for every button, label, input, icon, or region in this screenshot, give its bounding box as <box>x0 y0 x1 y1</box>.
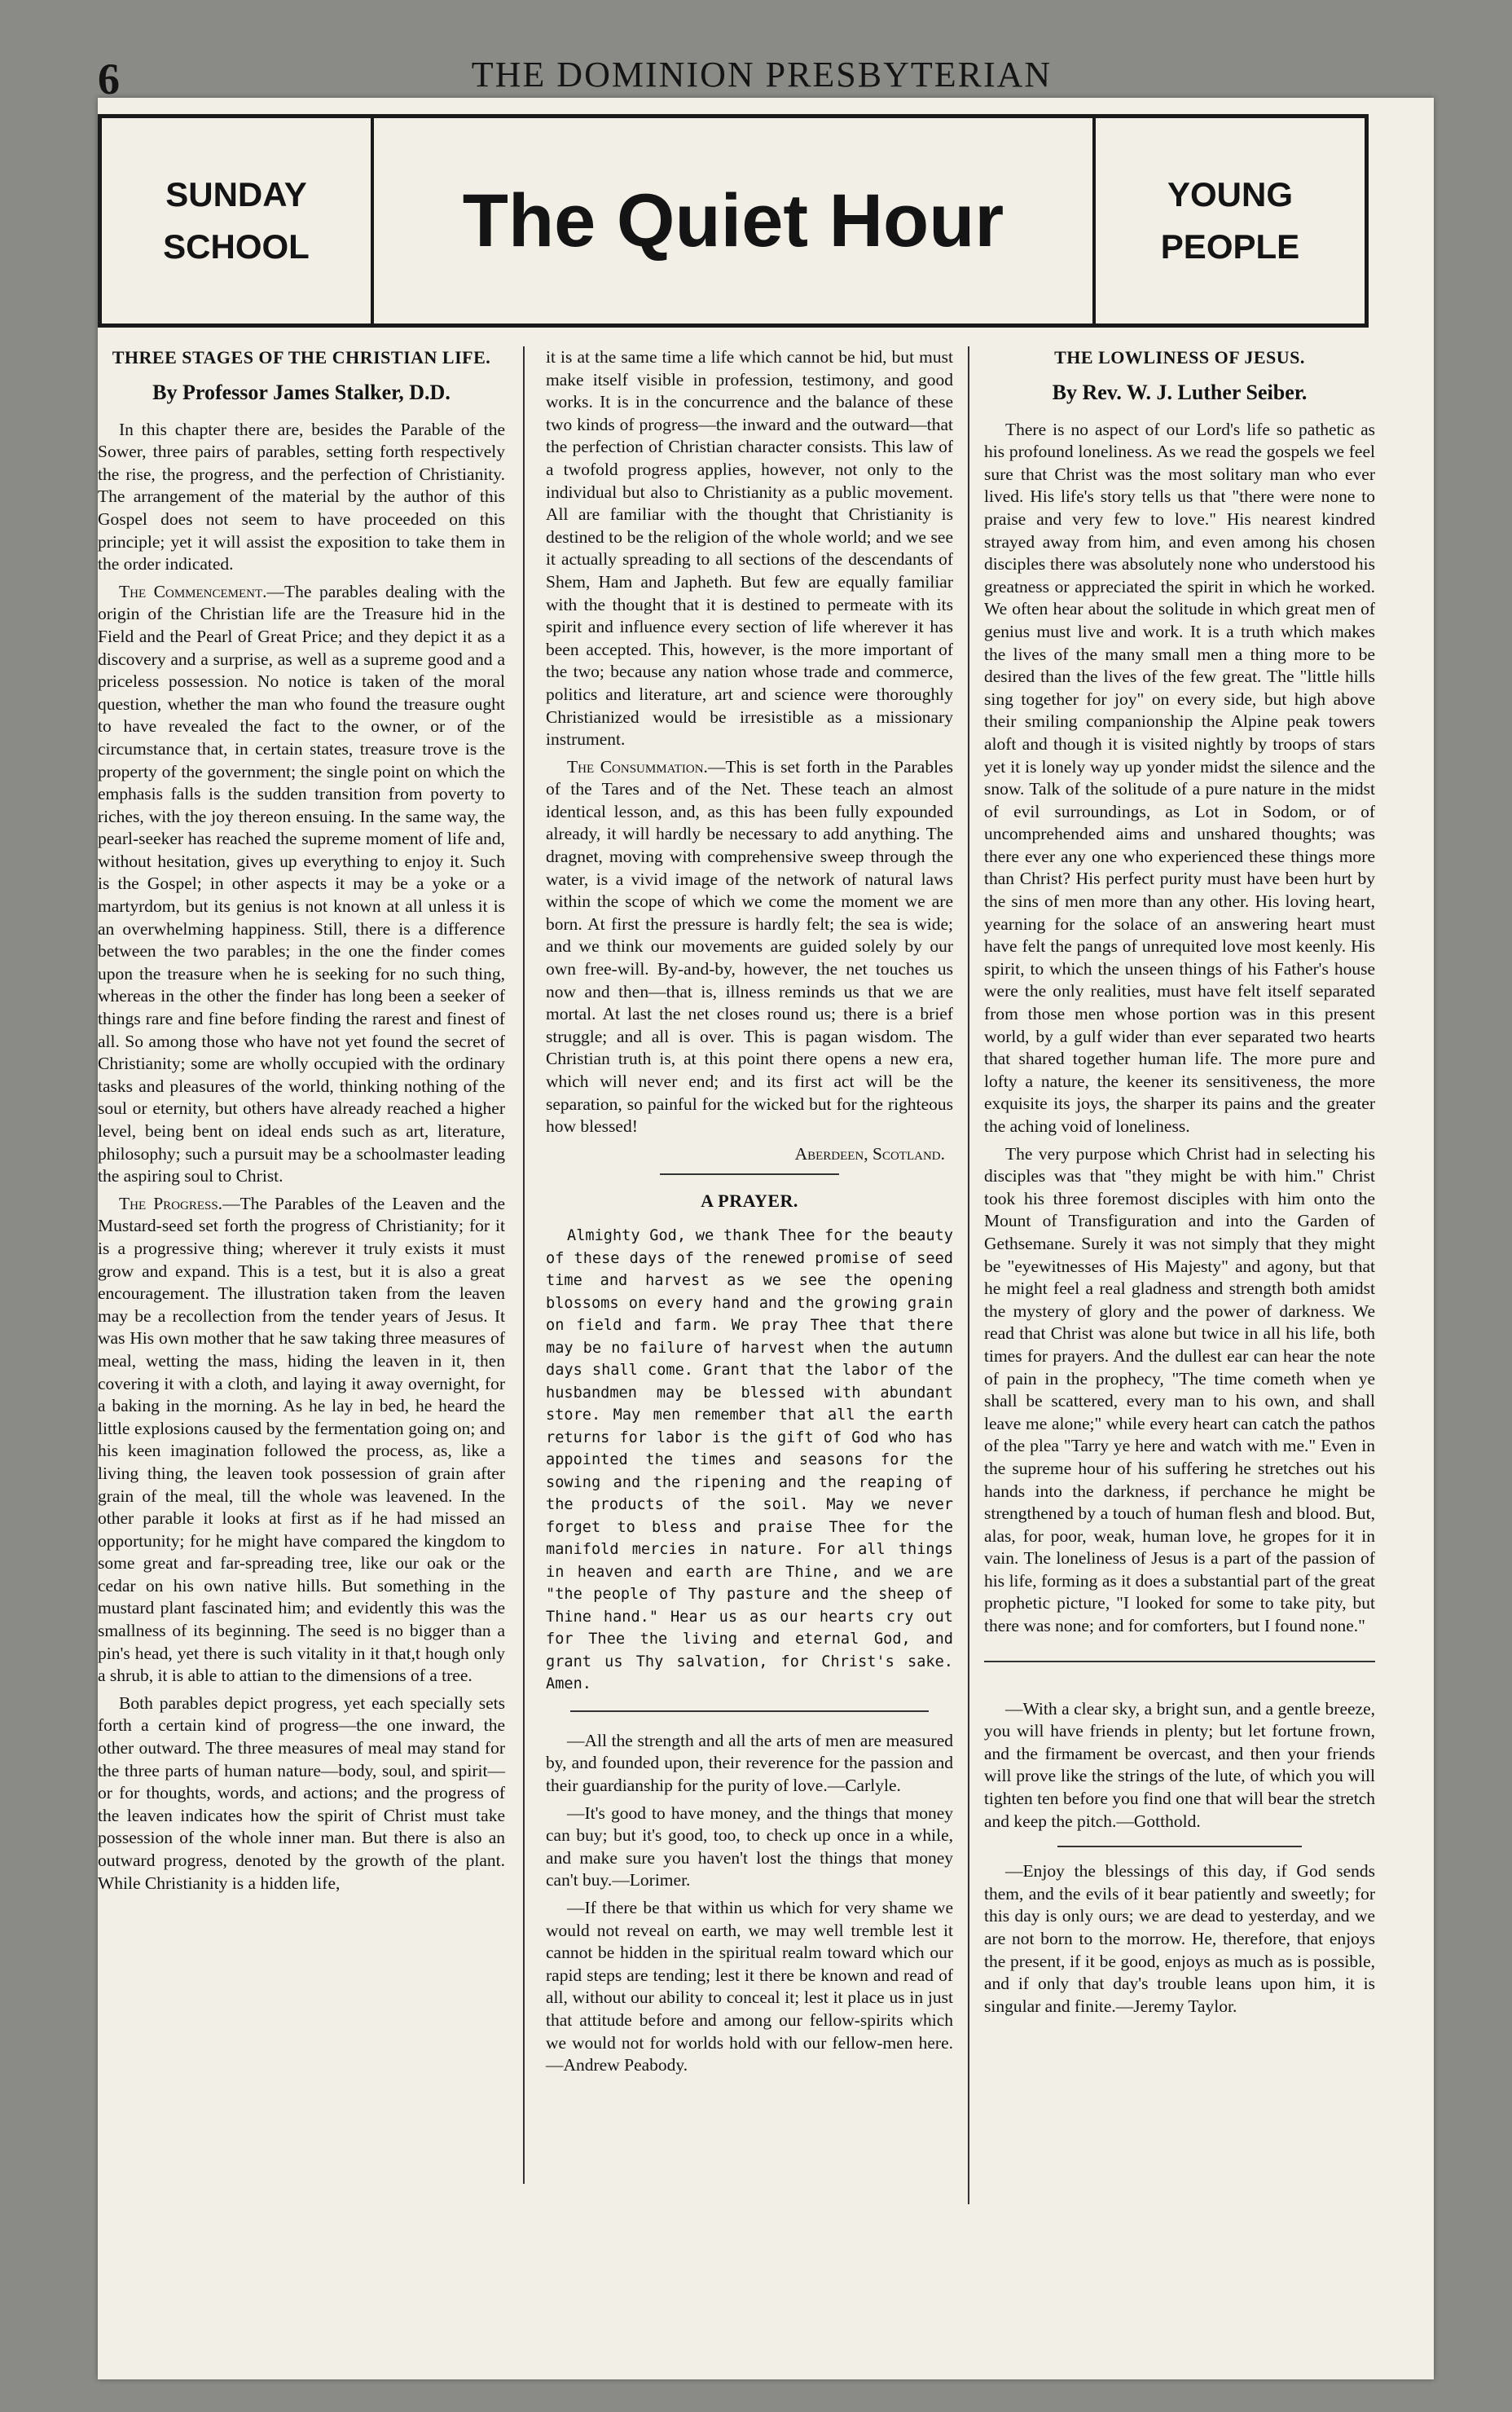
paragraph: it is at the same time a life which cannot be hid, but must make itself visible in profession, testimony, and good works. It is in the concurrence and the balance of these two kinds of progress—the inward and the outward—that the perfection of Christian character consists. This law of a twofold progress applies, however, not only to the individual but also to Christianity as a public movement. All are familiar with the thought that Christianity is destined to be the religion of the whole world; and we see it actually spreading to all sections of the descendants of Shem, Ham and Japheth. But few are equally familiar with the thought that it is destined to permeate with its spirit and influence every section of life wherever it has been accepted. This, however, is the more important of the two; because any nation whose trade and commerce, politics and literature, art and science were thoroughly Christianized would be irresistible as a missionary instrument. <box>546 347 953 750</box>
quote: —If there be that within us which for very shame we would not reveal on earth, we may well tremble lest it cannot be hidden in the spiritual realm toward which our rapid steps are tending; lest it there be known and read of all, without our ability to conceal it; lest it place us in just that attitude before and among our fellow-spirits which we would not for worlds hold with our fellow-men here.—Andrew Peabody. <box>546 1898 953 2075</box>
prayer <box>546 1225 953 1696</box>
paragraph-text: —The parables dealing with the origin of the Christian life are the Treasure hid in the Field and the Pearl of Great Price; and they depict it as a discovery and a surprise, as well as a supreme good and a priceless possession. No notice is taken of the moral question, whether the man who found the treasure ought to have revealed the fact to the owner, or of the circumstance that, in certain states, treasure trove is the property of the government; the single point on which the emphasis falls is the sudden transition from poverty to riches, with the joy thereon ensuing. In the same way, the pearl-seeker has reached the supreme moment of life and, without hesitation, gives up everything to enjoy it. Such is the Gospel; in other aspects it may be a yoke or a martyrdom, but its genius is not known at all unless it is an overwhelming happiness. Still, there is a difference between the two parables; in the one the finder comes upon the treasure when he is seeking for no such thing, whereas in the other the finder has long been a seeker of things rare and fine before finding the rarest and finest of all. So among those who have not yet found the secret of Christianity; some are wholly occupied with the ordinary tasks and pleasures of the world, thinking nothing of the soul or eternity, but others have already reached a higher level, being bent on ideal ends such as art, literature, philosophy; such a pursuit may be a schoolmaster leading the aspiring soul to Christ. <box>98 581 505 1186</box>
article-signature: Aberdeen, Scotland. <box>794 1143 945 1164</box>
quotes-box <box>984 1661 1375 2018</box>
paragraph: In this chapter there are, besides the Parable of the Sower, three pairs of parables, setting forth respectively the rise, the progress, and the perfection of Christianity. The arrangement of the material by the author of this Gospel does not seem to have proceeded on this principle; yet it will assist the exposition to take them in the order indicated. <box>98 419 505 574</box>
paragraph: Both parables depict progress, yet each specially sets forth a certain kind of progress—the one inward, the other outward. The three measures of meal may stand for the three parts of human nature—body, soul, and spirit—or for thoughts, words, and actions; and the progress of the leaven indicates how the spirit of Christ must take possession of the whole inner man. But there is also an outward progress, denoted by the growth of the plant. While Christianity is a hidden life, <box>98 1692 505 1893</box>
paragraph <box>98 1193 505 1688</box>
article-title: THE LOWLINESS OF JESUS. <box>1054 347 1305 368</box>
paragraph-text: —This is set forth in the Parables of the Tares and of the Net. These teach an almost identical lesson, and, as this has been fully expounded already, it will hardly be necessary to add anything. The dragnet, moving with comprehensive sweep through the water, is a vivid image of the network of natural laws within the scope of which we come the moment we are born. At first the pressure is hardly felt; the sea is wide; and we think our movements are guided solely by our own free-will. By-and-by, however, the net touches us now and then—that is, illness reminds us that we are mortal. At last the net closes round us; there is a brief struggle; and all is over. This is pagan wisdom. The Christian truth is, at this point there opens a new era, which will never end; and its first act will be the separation, so painful for the wicked but for the righteous how blessed! <box>546 756 953 1137</box>
column-2 <box>546 346 953 2082</box>
quote: —With a clear sky, a bright sun, and a gentle breeze, you will have friends in plenty; but let fortune frown, and the firmament be overcast, and then your friends will prove like the strings of the lute, of which you will tighten ten before you find one that will bear the stretch and keep the pitch.—Gotthold. <box>984 1698 1375 1831</box>
section-head: The Progress. <box>119 1193 223 1213</box>
running-head <box>98 54 1369 111</box>
banner-right-line1: YOUNG <box>1167 175 1293 213</box>
journal-title: THE DOMINION PRESBYTERIAN <box>471 55 1053 95</box>
divider <box>570 1710 929 1712</box>
column-3 <box>984 346 1375 2022</box>
banner-left-line1: SUNDAY <box>165 175 307 213</box>
quote: —All the strength and all the arts of men are measured by, and founded upon, their reverence for the passion and their guardianship for the purity of love.—Carlyle. <box>546 1730 953 1796</box>
banner-sunday-school <box>102 118 374 324</box>
section-head: The Commencement. <box>119 581 267 601</box>
banner-title: The Quiet Hour <box>462 178 1004 262</box>
section-head: The Consummation. <box>567 756 708 777</box>
quote: —It's good to have money, and the things that money can buy; but it's good, too, to check up once in a while, and make sure you haven't lost the things that money can't buy.—Lorimer. <box>546 1802 953 1890</box>
paragraph <box>546 756 953 1138</box>
prayer-title: A PRAYER. <box>701 1191 798 1212</box>
paragraph: The very purpose which Christ had in selecting his disciples was that "they might be with him." Christ took his three foremost disciples with him onto the Mount of Transfiguration and into the Garden of Gethsemane. Surely it was not simply that they might be "eyewitnesses of His Majesty" and agony, but that he might feel a real gladness and strength both amidst the mystery of glory and the power of darkness. We read that Christ was alone but twice in all his life, both times for prayers. And the dullest ear can hear the note of pain in the prophecy, "The time cometh when ye shall be scattered, every man to his own, and shall leave me alone;" while every heart can catch the pathos of the plea "Tarry ye here and watch with me." Even in the supreme hour of his suffering he stretches out his hands into the darkness, if perchance he might be strengthened by a touch of human flesh and blood. But, alas, for poor, weak, human love, he gropes for it in vain. The loneliness of Jesus is a part of the passion of his life, forming as it does a substantial part of the great prophetic picture, "I looked for some to take pity, but there was none; and for comforters, but I found none." <box>984 1143 1375 1636</box>
banner-young-people <box>1092 118 1365 324</box>
section-banner <box>98 114 1369 328</box>
column-1 <box>98 346 505 1899</box>
paragraph: There is no aspect of our Lord's life so pathetic as his profound loneliness. As we read the gospels we feel sure that Christ was the most solitary man who ever lived. His life's story tells us that "there were none to praise and very few to love." His nearest kindred strayed away from him, and even among his chosen disciples there was absolutely none who understood his greatness or appreciated the spirit in which he worked. We often hear about the solitude in which great men of genius must live and work. It is a truth which makes the lives of the many small men a thing more to be desired than the lives of the few great. The "little hills sing together for joy" on every side, but high above their smiling companionship the Alpine peak towers aloft and though it is visited nightly by troops of stars yet it is lonely way up yonder midst the silence and the snow. Talk of the solitude of a pure nature in the midst of evil surroundings, as Lot in Sodom, or of uncomprehended aims and unshared thoughts; was there ever any one who experienced these things more than Christ? His perfect purity must have been hurt by the sins of men more than any other. His loving heart, yearning for the solace of an answering heart must have felt the pangs of unrequited love most keenly. His spirit, to which the unseen things of his Father's house were the only realities, must have felt itself separated from those men whose portion was in this present world, by a gulf wider than ever separated two hearts that shared together human life. The more pure and lofty a nature, the keener its sensitiveness, the more exquisite its joys, the sharper its pains and the greater the aching void of loneliness. <box>984 419 1375 1136</box>
banner-left-line2: SCHOOL <box>163 227 310 266</box>
column-rule <box>523 346 525 2184</box>
divider <box>1057 1846 1302 1847</box>
paragraph-text: —The Parables of the Leaven and the Mustard-seed set forth the progress of Christianity; for it is a progressive thing; wherever it truly exists it must grow and expand. This is a test, but it is also a great encouragement. The illustration taken from the leaven may be a recollection from the tender years of Jesus. It was His own mother that he saw taking three measures of meal, wetting the mass, hiding the leaven in it, then covering it with a cloth, and laying it away overnight, for a baking in the morning. As he lay in bed, he heard the little explosions caused by the fermentation going on; and his keen imagination followed the process, as, like a living thing, the leaven took possession of grain after grain of the meal, till the whole was leavened. In the other parable it looks at first as if he had missed an opportunity; for he might have compared the kingdom to some great and far-spreading tree, like our oak or the cedar on his own native hills. But something in the mustard plant fascinated him; and evidently this was the smallness of its beginning. The seed is no bigger than a pin's head, yet there is such vitality in it that,t hough only a shrub, it is able to attian to the dimensions of a tree. <box>98 1193 505 1686</box>
column-rule <box>968 346 969 2204</box>
article-byline: By Professor James Stalker, D.D. <box>152 381 451 404</box>
page-number: 6 <box>98 55 120 103</box>
quote: —Enjoy the blessings of this day, if God sends them, and the evils of it bear patiently and sweetly; for this day is only ours; we are dead to yesterday, and we are not born to the morrow. He, therefore, that enjoys the present, if it be good, enjoys as much as is possible, and if only that day's trouble leans upon him, it is singular and finite.—Jeremy Taylor. <box>984 1861 1375 2016</box>
divider <box>660 1173 839 1175</box>
paragraph <box>98 581 505 1188</box>
banner-right-line2: PEOPLE <box>1160 227 1300 266</box>
article-byline: By Rev. W. J. Luther Seiber. <box>1052 381 1308 404</box>
article-title: THREE STAGES OF THE CHRISTIAN LIFE. <box>112 347 491 368</box>
prayer-text: Almighty God, we thank Thee for the beauty of these days of the renewed promise of seed time and harvest as we see the opening blossoms on every hand and the growing grain on field and farm. We pray Thee that there may be no failure of harvest when the autumn days shall come. Grant that the labor of the husbandmen may be blessed with abundant store. May men remember that all the earth returns for labor is the gift of God who has appointed the times and seasons for the sowing and the ripening and the reaping of the products of the soil. May we never forget to bless and praise Thee for the manifold mercies in nature. For all things in heaven and earth are Thine, and we are "the people of Thy pasture and the sheep of Thine hand." Hear us as our hearts cry out for Thee the living and eternal God, and grant us Thy salvation, for Christ's sake. Amen. <box>546 1227 953 1693</box>
